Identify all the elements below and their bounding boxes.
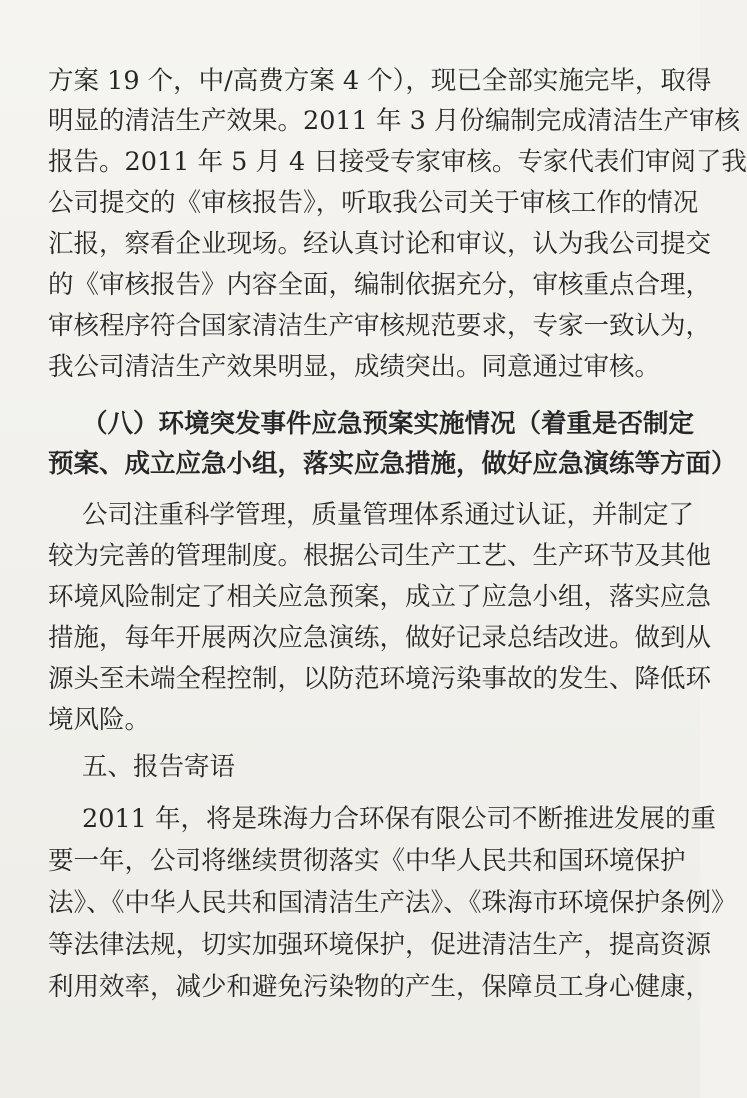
text-line: 审核程序符合国家清洁生产审核规范要求，专家一致认为， (48, 311, 712, 341)
text-line: 的《审核报告》内容全面，编制依据充分，审核重点合理， (48, 270, 712, 300)
section-heading: （八）环境突发事件应急预案实施情况（着重是否制定 (82, 409, 695, 439)
text-line: 利用效率，减少和避免污染物的产生，保障员工身心健康， (48, 972, 712, 1002)
text-line: 环境风险制定了相关应急预案，成立了应急小组，落实应急 (48, 582, 712, 612)
text-line: 法》、《中华人民共和国清洁生产法》、《珠海市环境保护条例》 (48, 888, 737, 918)
text-line: 较为完善的管理制度。根据公司生产工艺、生产环节及其他 (48, 541, 712, 571)
text-line: 公司注重科学管理，质量管理体系通过认证，并制定了 (82, 500, 695, 530)
text-line: 等法律法规，切实加强环境保护，促进清洁生产，提高资源 (48, 930, 712, 960)
section-heading: 预案、成立应急小组，落实应急措施，做好应急演练等方面） (48, 449, 737, 479)
section-heading: 五、报告寄语 (82, 752, 236, 782)
text-line: 2011 年，将是珠海力合环保有限公司不断推进发展的重 (82, 804, 717, 834)
text-line: 源头至未端全程控制，以防范环境污染事故的发生、降低环 (48, 664, 712, 694)
text-line: 明显的清洁生产效果。2011 年 3 月份编制完成清洁生产审核 (48, 106, 740, 136)
text-line: 方案 19 个，中/高费方案 4 个），现已全部实施完毕，取得 (48, 66, 712, 96)
text-line: 汇报，察看企业现场。经认真讨论和审议，认为我公司提交 (48, 229, 712, 259)
text-line: 我公司清洁生产效果明显，成绩突出。同意通过审核。 (48, 352, 661, 382)
text-line: 措施，每年开展两次应急演练，做好记录总结改进。做到从 (48, 623, 712, 653)
text-line: 公司提交的《审核报告》，听取我公司关于审核工作的情况 (48, 188, 699, 218)
text-line: 要一年，公司将继续贯彻落实《中华人民共和国环境保护 (48, 846, 686, 876)
text-line: 境风险。 (48, 705, 151, 735)
text-line: 报告。2011 年 5 月 4 日接受专家审核。专家代表们审阅了我 (48, 147, 747, 177)
